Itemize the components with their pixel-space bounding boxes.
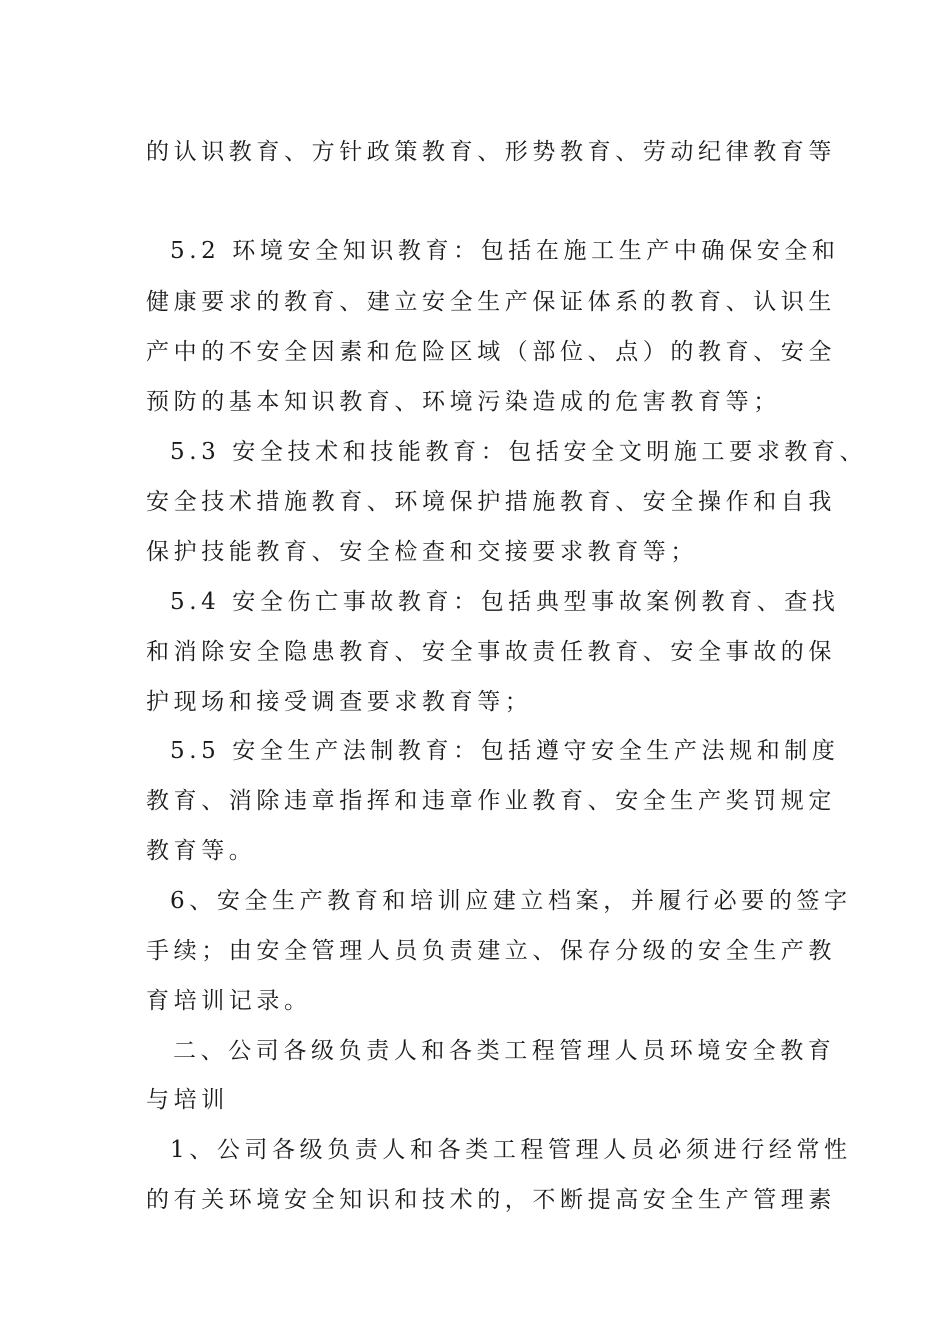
text-line: 安全技术措施教育、环境保护措施教育、安全操作和自我 (146, 489, 836, 515)
text-line: 保护技能教育、安全检查和交接要求教育等； (146, 539, 698, 565)
text-line: 预防的基本知识教育、环境污染造成的危害教育等； (146, 389, 781, 415)
text-line: 6、安全生产教育和培训应建立档案，并履行必要的签字 (170, 888, 852, 914)
text-line: 5.5 安全生产法制教育：包括遵守安全生产法规和制度 (170, 738, 840, 764)
text-line: 5.2 环境安全知识教育：包括在施工生产中确保安全和 (170, 238, 840, 264)
text-line: 5.4 安全伤亡事故教育：包括典型事故案例教育、查找 (170, 589, 840, 615)
text-line: 育培训记录。 (146, 988, 312, 1014)
text-line: 产中的不安全因素和危险区域（部位、点）的教育、安全 (146, 339, 836, 365)
text-line: 教育等。 (146, 838, 257, 864)
text-line: 和消除安全隐患教育、安全事故责任教育、安全事故的保 (146, 639, 836, 665)
text-line: 的认识教育、方针政策教育、形势教育、劳动纪律教育等 (146, 139, 836, 165)
text-line: 的有关环境安全知识和技术的，不断提高安全生产管理素 (146, 1187, 836, 1213)
text-line: 健康要求的教育、建立安全生产保证体系的教育、认识生 (146, 289, 836, 315)
text-line: 护现场和接受调查要求教育等； (146, 689, 533, 715)
text-line: 5.3 安全技术和技能教育：包括安全文明施工要求教育、 (170, 439, 868, 465)
section-heading: 与培训 (146, 1087, 229, 1113)
section-heading: 二、公司各级负责人和各类工程管理人员环境安全教育 (173, 1038, 836, 1064)
text-line: 教育、消除违章指挥和违章作业教育、安全生产奖罚规定 (146, 788, 836, 814)
text-line: 1、公司各级负责人和各类工程管理人员必须进行经常性 (170, 1137, 852, 1163)
text-line: 手续；由安全管理人员负责建立、保存分级的安全生产教 (146, 938, 836, 964)
